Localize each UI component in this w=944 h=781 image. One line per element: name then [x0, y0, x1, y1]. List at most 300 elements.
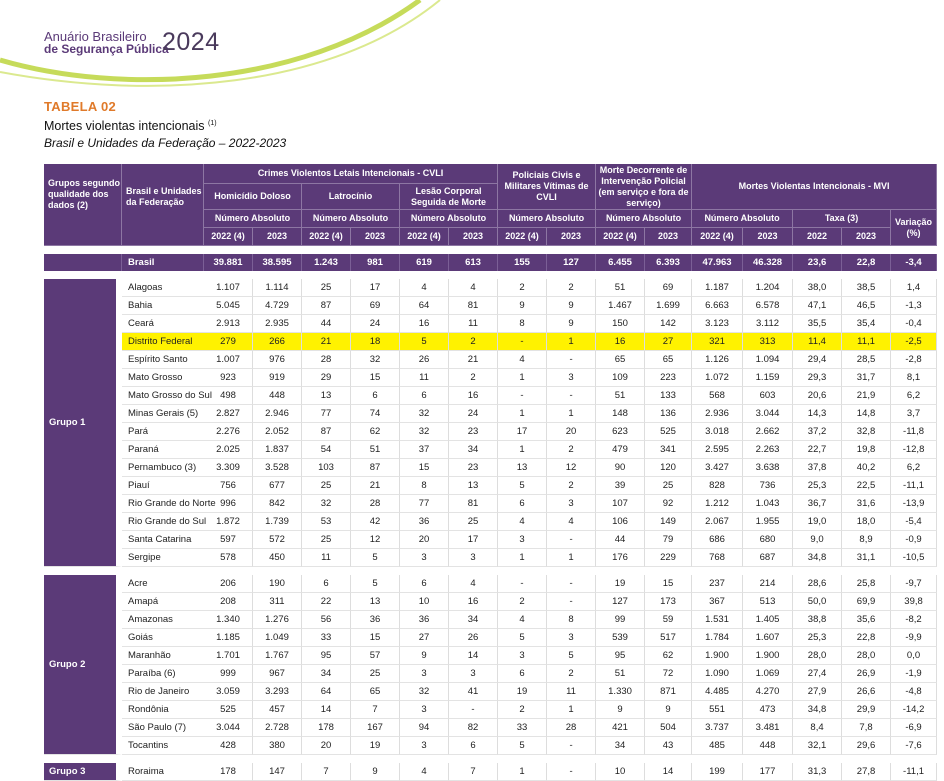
table-cell: 1.185: [204, 629, 253, 647]
table-cell: 214: [743, 575, 793, 593]
table-cell: 2.263: [743, 441, 793, 459]
brand-line2: de Segurança Pública: [44, 42, 169, 56]
table-cell: -: [498, 333, 547, 351]
table-cell: 90: [596, 459, 645, 477]
table-row: [44, 333, 937, 351]
table-cell: 13: [302, 387, 351, 405]
table-cell: -2,8: [891, 351, 937, 369]
table-cell: 33: [498, 719, 547, 737]
table-cell: 223: [645, 369, 692, 387]
table-cell: 25,8: [842, 575, 891, 593]
table-cell: 1: [498, 763, 547, 781]
table-cell: 36: [351, 611, 400, 629]
table-cell: 32: [400, 423, 449, 441]
table-cell: 3: [400, 701, 449, 719]
table-cell: 525: [645, 423, 692, 441]
table-cell: 34: [596, 737, 645, 755]
table-cell: 39: [596, 477, 645, 495]
table-cell: 36: [400, 513, 449, 531]
table-cell: 1.159: [743, 369, 793, 387]
table-cell: 6: [302, 575, 351, 593]
page-title: [44, 119, 217, 133]
table-cell: 147: [253, 763, 302, 781]
table-cell: 568: [692, 387, 743, 405]
table-cell: 38,8: [793, 611, 842, 629]
table-cell: -12,8: [891, 441, 937, 459]
table-cell: 1.114: [253, 279, 302, 297]
table-cell: 15: [645, 575, 692, 593]
table-cell: 677: [253, 477, 302, 495]
table-cell: 54: [302, 441, 351, 459]
table-cell: 77: [302, 405, 351, 423]
table-cell: 1.607: [743, 629, 793, 647]
table-cell: 999: [204, 665, 253, 683]
table-cell: 26: [449, 629, 498, 647]
table-cell: 12: [351, 531, 400, 549]
table-cell: 237: [692, 575, 743, 593]
table-cell: 2: [449, 369, 498, 387]
table-cell: 572: [253, 531, 302, 549]
table-cell: 686: [692, 531, 743, 549]
table-cell: 3,7: [891, 405, 937, 423]
uf-name: Alagoas: [122, 279, 204, 297]
table-cell: 34: [449, 441, 498, 459]
table-cell: 72: [645, 665, 692, 683]
table-cell: 51: [596, 387, 645, 405]
table-cell: -: [547, 763, 596, 781]
table-cell: 3: [400, 665, 449, 683]
table-cell: -8,2: [891, 611, 937, 629]
table-cell: 603: [743, 387, 793, 405]
table-row: [44, 279, 937, 297]
table-row: [44, 531, 937, 549]
table-cell: 1.187: [692, 279, 743, 297]
table-cell: 33: [302, 629, 351, 647]
table-cell: 47,1: [793, 297, 842, 315]
header-year-2023: 2023: [449, 228, 498, 246]
header-year-2023: 2023: [842, 228, 891, 246]
table-row: [44, 441, 937, 459]
header-na-mdip: Número Absoluto: [596, 210, 692, 228]
table-cell: 4: [498, 611, 547, 629]
table-cell: 38,5: [842, 279, 891, 297]
table-cell: 46,5: [842, 297, 891, 315]
brasil-value: -3,4: [891, 254, 937, 271]
table-cell: 279: [204, 333, 253, 351]
uf-name: Piauí: [122, 477, 204, 495]
table-cell: 9: [596, 701, 645, 719]
table-cell: 42: [351, 513, 400, 531]
header-year-2022: 2022 (4): [302, 228, 351, 246]
table-cell: -0,4: [891, 315, 937, 333]
table-cell: 1.405: [743, 611, 793, 629]
spacer-cell: [44, 271, 937, 279]
table-cell: 69: [351, 297, 400, 315]
table-cell: 5: [498, 477, 547, 495]
table-cell: 127: [596, 593, 645, 611]
table-cell: 2.913: [204, 315, 253, 333]
table-cell: 367: [692, 593, 743, 611]
header-year-2022: 2022 (4): [498, 228, 547, 246]
table-cell: 50,0: [793, 593, 842, 611]
table-cell: -5,4: [891, 513, 937, 531]
table-cell: -13,9: [891, 495, 937, 513]
table-cell: 64: [302, 683, 351, 701]
table-cell: 5.045: [204, 297, 253, 315]
table-cell: 9,0: [793, 531, 842, 549]
table-cell: 341: [645, 441, 692, 459]
table-cell: 3.044: [204, 719, 253, 737]
table-cell: 539: [596, 629, 645, 647]
brasil-label: Brasil: [122, 254, 204, 271]
table-cell: 31,1: [842, 549, 891, 567]
table-cell: 19,0: [793, 513, 842, 531]
table-cell: 321: [692, 333, 743, 351]
table-row: [44, 763, 937, 781]
table-cell: 25: [302, 477, 351, 495]
table-cell: 167: [351, 719, 400, 737]
table-cell: 9: [351, 763, 400, 781]
table-cell: 20: [547, 423, 596, 441]
table-cell: 8,9: [842, 531, 891, 549]
table-cell: 7,8: [842, 719, 891, 737]
brasil-value: 981: [351, 254, 400, 271]
table-cell: 19: [498, 683, 547, 701]
header-na-latrocinio: Número Absoluto: [302, 210, 400, 228]
table-cell: 25: [351, 665, 400, 683]
header-year-2022: 2022 (4): [400, 228, 449, 246]
table-cell: 14: [449, 647, 498, 665]
table-cell: 14,8: [842, 405, 891, 423]
table-cell: 768: [692, 549, 743, 567]
table-cell: 149: [645, 513, 692, 531]
table-cell: 5: [547, 647, 596, 665]
table-cell: 14,3: [793, 405, 842, 423]
header-mdip: Morte Decorrente de Intervenção Policial (em serviço e fora de serviço): [596, 164, 692, 210]
table-cell: 32,1: [793, 737, 842, 755]
table-cell: 23: [449, 423, 498, 441]
table-cell: 450: [253, 549, 302, 567]
table-cell: 6: [498, 665, 547, 683]
table-cell: 29,9: [842, 701, 891, 719]
table-cell: 57: [351, 647, 400, 665]
table-cell: 513: [743, 593, 793, 611]
table-cell: 77: [400, 495, 449, 513]
table-cell: 120: [645, 459, 692, 477]
table-cell: 65: [645, 351, 692, 369]
table-cell: 3.018: [692, 423, 743, 441]
table-cell: 5: [498, 629, 547, 647]
table-cell: 35,4: [842, 315, 891, 333]
table-cell: -: [547, 387, 596, 405]
table-cell: 21: [449, 351, 498, 369]
brasil-value: 127: [547, 254, 596, 271]
brand-logo: [44, 30, 169, 56]
table-cell: 1.340: [204, 611, 253, 629]
table-cell: 9: [645, 701, 692, 719]
uf-name: Tocantins: [122, 737, 204, 755]
table-cell: 5: [400, 333, 449, 351]
table-cell: 24: [351, 315, 400, 333]
table-cell: 106: [596, 513, 645, 531]
table-cell: 6,2: [891, 459, 937, 477]
table-cell: 15: [400, 459, 449, 477]
table-cell: 3: [547, 495, 596, 513]
table-cell: 1.900: [743, 647, 793, 665]
table-cell: 479: [596, 441, 645, 459]
table-cell: 4: [498, 351, 547, 369]
uf-name: Acre: [122, 575, 204, 593]
table-cell: 87: [351, 459, 400, 477]
table-cell: 623: [596, 423, 645, 441]
table-cell: 36,7: [793, 495, 842, 513]
table-cell: 1.043: [743, 495, 793, 513]
table-cell: 87: [302, 423, 351, 441]
table-cell: -: [547, 575, 596, 593]
table-cell: 1.007: [204, 351, 253, 369]
table-cell: 923: [204, 369, 253, 387]
table-cell: 103: [302, 459, 351, 477]
table-cell: 2: [449, 333, 498, 351]
uf-name: Amapá: [122, 593, 204, 611]
table-cell: 65: [596, 351, 645, 369]
table-cell: 92: [645, 495, 692, 513]
table-cell: 996: [204, 495, 253, 513]
table-cell: -: [498, 387, 547, 405]
table-cell: 34,8: [793, 549, 842, 567]
table-cell: 1.837: [253, 441, 302, 459]
brand-year: 2024: [162, 28, 220, 56]
table-cell: 485: [692, 737, 743, 755]
brasil-value: 47.963: [692, 254, 743, 271]
uf-name: Mato Grosso do Sul: [122, 387, 204, 405]
table-cell: 37,8: [793, 459, 842, 477]
table-cell: 17: [351, 279, 400, 297]
table-cell: 28: [351, 495, 400, 513]
brasil-value: 46.328: [743, 254, 793, 271]
table-cell: 62: [645, 647, 692, 665]
table-cell: -10,5: [891, 549, 937, 567]
table-cell: 1.531: [692, 611, 743, 629]
table-cell: 1.212: [692, 495, 743, 513]
table-cell: 1: [498, 405, 547, 423]
table-cell: 2.728: [253, 719, 302, 737]
brasil-value: 39.881: [204, 254, 253, 271]
table-cell: 25,3: [793, 629, 842, 647]
table-cell: -: [547, 531, 596, 549]
table-cell: 26: [400, 351, 449, 369]
table-cell: 3.481: [743, 719, 793, 737]
table-cell: 2.946: [253, 405, 302, 423]
table-cell: 18: [351, 333, 400, 351]
table-cell: 53: [302, 513, 351, 531]
table-cell: 59: [645, 611, 692, 629]
uf-name: Amazonas: [122, 611, 204, 629]
table-cell: 4: [400, 763, 449, 781]
group-label: Grupo 1: [44, 279, 122, 567]
uf-name: Rio de Janeiro: [122, 683, 204, 701]
table-cell: 31,6: [842, 495, 891, 513]
table-cell: 578: [204, 549, 253, 567]
table-cell: 69,9: [842, 593, 891, 611]
table-cell: 842: [253, 495, 302, 513]
header-year-2022: 2022 (4): [204, 228, 253, 246]
group-label: Grupo 2: [44, 575, 122, 755]
uf-name: Paraíba (6): [122, 665, 204, 683]
table-cell: 4: [449, 279, 498, 297]
table-cell: 457: [253, 701, 302, 719]
table-cell: 199: [692, 763, 743, 781]
table-cell: 19,8: [842, 441, 891, 459]
table-cell: 32: [302, 495, 351, 513]
table-cell: 26,9: [842, 665, 891, 683]
table-cell: 5: [498, 737, 547, 755]
table-cell: 6: [449, 737, 498, 755]
table-cell: 3: [498, 647, 547, 665]
group-label: Grupo 3: [44, 763, 122, 781]
table-cell: 2.276: [204, 423, 253, 441]
table-cell: 1: [498, 549, 547, 567]
table-cell: 1.955: [743, 513, 793, 531]
table-cell: 3: [547, 629, 596, 647]
table-cell: 2.052: [253, 423, 302, 441]
table-cell: 2: [498, 279, 547, 297]
table-row: [44, 477, 937, 495]
table-cell: 31,3: [793, 763, 842, 781]
header-na-mvi: Número Absoluto: [692, 210, 793, 228]
brasil-value: 22,8: [842, 254, 891, 271]
spacer-row: [44, 246, 937, 254]
brasil-value: 613: [449, 254, 498, 271]
table-cell: 206: [204, 575, 253, 593]
table-cell: 29,3: [793, 369, 842, 387]
uf-name: Rondônia: [122, 701, 204, 719]
table-cell: 28,0: [793, 647, 842, 665]
table-cell: 51: [351, 441, 400, 459]
table-cell: 3: [547, 369, 596, 387]
table-cell: -14,2: [891, 701, 937, 719]
table-cell: 313: [743, 333, 793, 351]
table-cell: 16: [596, 333, 645, 351]
table-cell: 51: [596, 279, 645, 297]
table-cell: -: [547, 737, 596, 755]
table-cell: 0,0: [891, 647, 937, 665]
table-cell: 11,1: [842, 333, 891, 351]
table-cell: 26,6: [842, 683, 891, 701]
table-cell: 11: [302, 549, 351, 567]
table-cell: 756: [204, 477, 253, 495]
table-cell: 6.578: [743, 297, 793, 315]
table-cell: 4.270: [743, 683, 793, 701]
table-cell: 1.701: [204, 647, 253, 665]
table-cell: 1,4: [891, 279, 937, 297]
table-cell: 16: [449, 387, 498, 405]
table-cell: 421: [596, 719, 645, 737]
table-cell: 3.737: [692, 719, 743, 737]
table-cell: -9,9: [891, 629, 937, 647]
table-cell: 229: [645, 549, 692, 567]
table-cell: 36: [400, 611, 449, 629]
table-cell: 1.784: [692, 629, 743, 647]
table-cell: 79: [645, 531, 692, 549]
table-cell: 28: [547, 719, 596, 737]
table-cell: 31,7: [842, 369, 891, 387]
table-cell: 27,8: [842, 763, 891, 781]
table-cell: 51: [596, 665, 645, 683]
table-cell: 27,4: [793, 665, 842, 683]
table-cell: 517: [645, 629, 692, 647]
header-homicidio: Homicídio Doloso: [204, 184, 302, 210]
table-label: TABELA 02: [44, 99, 117, 114]
table-row: [44, 369, 937, 387]
table-cell: 380: [253, 737, 302, 755]
table-cell: 15: [351, 629, 400, 647]
table-cell: 1.767: [253, 647, 302, 665]
table-cell: 498: [204, 387, 253, 405]
table-row: [44, 701, 937, 719]
table-cell: 32,8: [842, 423, 891, 441]
table-cell: 41: [449, 683, 498, 701]
title-note: (1): [207, 119, 217, 127]
table-cell: 190: [253, 575, 302, 593]
table-cell: 9: [547, 297, 596, 315]
table-cell: 29: [302, 369, 351, 387]
table-cell: 87: [302, 297, 351, 315]
table-cell: 1.090: [692, 665, 743, 683]
table-cell: 178: [204, 763, 253, 781]
page-subtitle: Brasil e Unidades da Federação – 2022-2023: [44, 136, 287, 150]
table-cell: 40,2: [842, 459, 891, 477]
table-row: [44, 665, 937, 683]
table-cell: 3.309: [204, 459, 253, 477]
table-cell: 736: [743, 477, 793, 495]
table-cell: 1.900: [692, 647, 743, 665]
table-cell: 1: [498, 369, 547, 387]
table-cell: 2.935: [253, 315, 302, 333]
table-cell: 2: [498, 593, 547, 611]
table-cell: 9: [498, 297, 547, 315]
table-cell: 81: [449, 297, 498, 315]
table-cell: 28,0: [842, 647, 891, 665]
table-cell: 448: [743, 737, 793, 755]
brasil-value: 6.393: [645, 254, 692, 271]
table-row: [44, 513, 937, 531]
data-table: [44, 164, 937, 781]
table-cell: 1: [547, 405, 596, 423]
header-variacao: Variação (%): [891, 210, 937, 246]
table-cell: 5: [351, 575, 400, 593]
table-cell: 28: [302, 351, 351, 369]
table-cell: 16: [400, 315, 449, 333]
header-taxa: Taxa (3): [793, 210, 891, 228]
header-year-2022: 2022 (4): [596, 228, 645, 246]
brasil-value: 155: [498, 254, 547, 271]
table-cell: 7: [302, 763, 351, 781]
table-cell: 3: [498, 531, 547, 549]
uf-name: Ceará: [122, 315, 204, 333]
table-cell: 25: [449, 513, 498, 531]
table-cell: 11: [547, 683, 596, 701]
table-cell: 2: [547, 665, 596, 683]
table-row: [44, 495, 937, 513]
brasil-value: 6.455: [596, 254, 645, 271]
table-cell: 11: [400, 369, 449, 387]
table-cell: 32: [400, 405, 449, 423]
table-cell: 597: [204, 531, 253, 549]
header-year-2022: 2022: [793, 228, 842, 246]
table-cell: 142: [645, 315, 692, 333]
table-row: [44, 387, 937, 405]
